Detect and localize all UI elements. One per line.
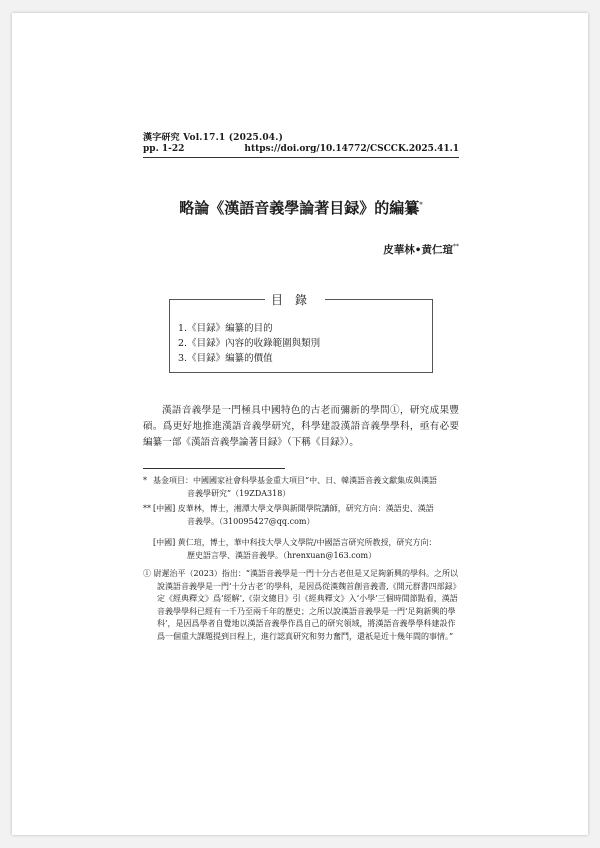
journal-info: 漢字研究 Vol.17.1 (2025.04.) — [143, 133, 284, 143]
doi-link[interactable]: https://doi.org/10.14772/CSCCK.2025.41.1 — [244, 144, 459, 154]
footnote-text: [中國] 皮華林，博士，湘潭大學文學與新聞學院講師，研究方向：漢語史、漢語 — [153, 504, 434, 513]
article-title — [143, 197, 459, 218]
author-names — [143, 242, 459, 257]
footnote-text: 歷史語言學、漢語音義學。（hrenxuan@163.com） — [187, 550, 377, 560]
title-footnote-mark: * — [419, 201, 423, 209]
author-text: 皮華林•黄仁瑄 — [383, 244, 453, 256]
footnote-1 — [143, 568, 459, 643]
footnote-divider — [143, 468, 285, 469]
footnote-author2 — [143, 537, 459, 562]
toc-list — [178, 321, 320, 366]
footnote-mark: * — [143, 476, 147, 485]
author-footnote-mark: ** — [453, 243, 459, 251]
page-range: pp. 1-22 — [143, 144, 185, 154]
title-text: 略論《漢語音義學論著目録》的編纂 — [179, 199, 420, 217]
footnote-author1 — [143, 503, 459, 528]
footnote-mark: ** — [143, 504, 151, 513]
toc-heading: 目錄 — [265, 291, 325, 308]
body-paragraph: 漢語音義學是一門極具中國特色的古老而彌新的學問①，研究成果豐碩。爲更好地推進漢語音義學研究，科學建設漢語音義學學科，亟有必要編纂一部《漢語音義學論著目録》（下稱《目録》）。 — [143, 405, 459, 448]
toc-item[interactable]: 1.《目録》編纂的目的 — [178, 323, 273, 334]
toc-item[interactable]: 3.《目録》編纂的價值 — [178, 353, 273, 364]
footnote-text: 音義學研究”（19ZDA318） — [187, 488, 291, 498]
footnote-funding — [143, 475, 459, 500]
footnote-text: 基金項目：中國國家社會科學基金重大項目“中、日、韓漢語音義文獻集成與漢語 — [153, 476, 438, 485]
page-range-doi-line — [143, 144, 459, 158]
footnote-mark: ① — [143, 569, 151, 578]
table-of-contents — [169, 293, 433, 373]
footnote-text: 音義學。（310095427@qq.com） — [187, 516, 315, 526]
toc-item[interactable]: 2.《目録》內容的收錄範圍與類別 — [178, 338, 321, 349]
footnote-text: [中國] 黄仁瑄，博士，華中科技大學人文學院/中國語言研究所教授，研究方向： — [153, 538, 437, 547]
footnote-text: 尉遲治平（2023）指出：“漢語音義學是一門十分古老但是又足夠新興的學科。之所以說漢語音義學是一門‘十分古老’的學科，是因爲從漢魏首創音義書,《開元群書四部録》定《經典釋文》爲‘經解’,《崇文總目》引《經典釋文》入‘小學’三個時間節點看，漢語音義學學科已經有一千乃至兩千年的歷史；之所以說漢語音義學是一門‘足夠新興的學科’，是因爲學者自覺地以漢語音義學作爲自己的研究領域，將漢語音義學學科建設作爲一個重大課題提到日程上，進行認真研究和努力奮鬥，還祇是近十幾年間的事情。” — [153, 569, 458, 641]
